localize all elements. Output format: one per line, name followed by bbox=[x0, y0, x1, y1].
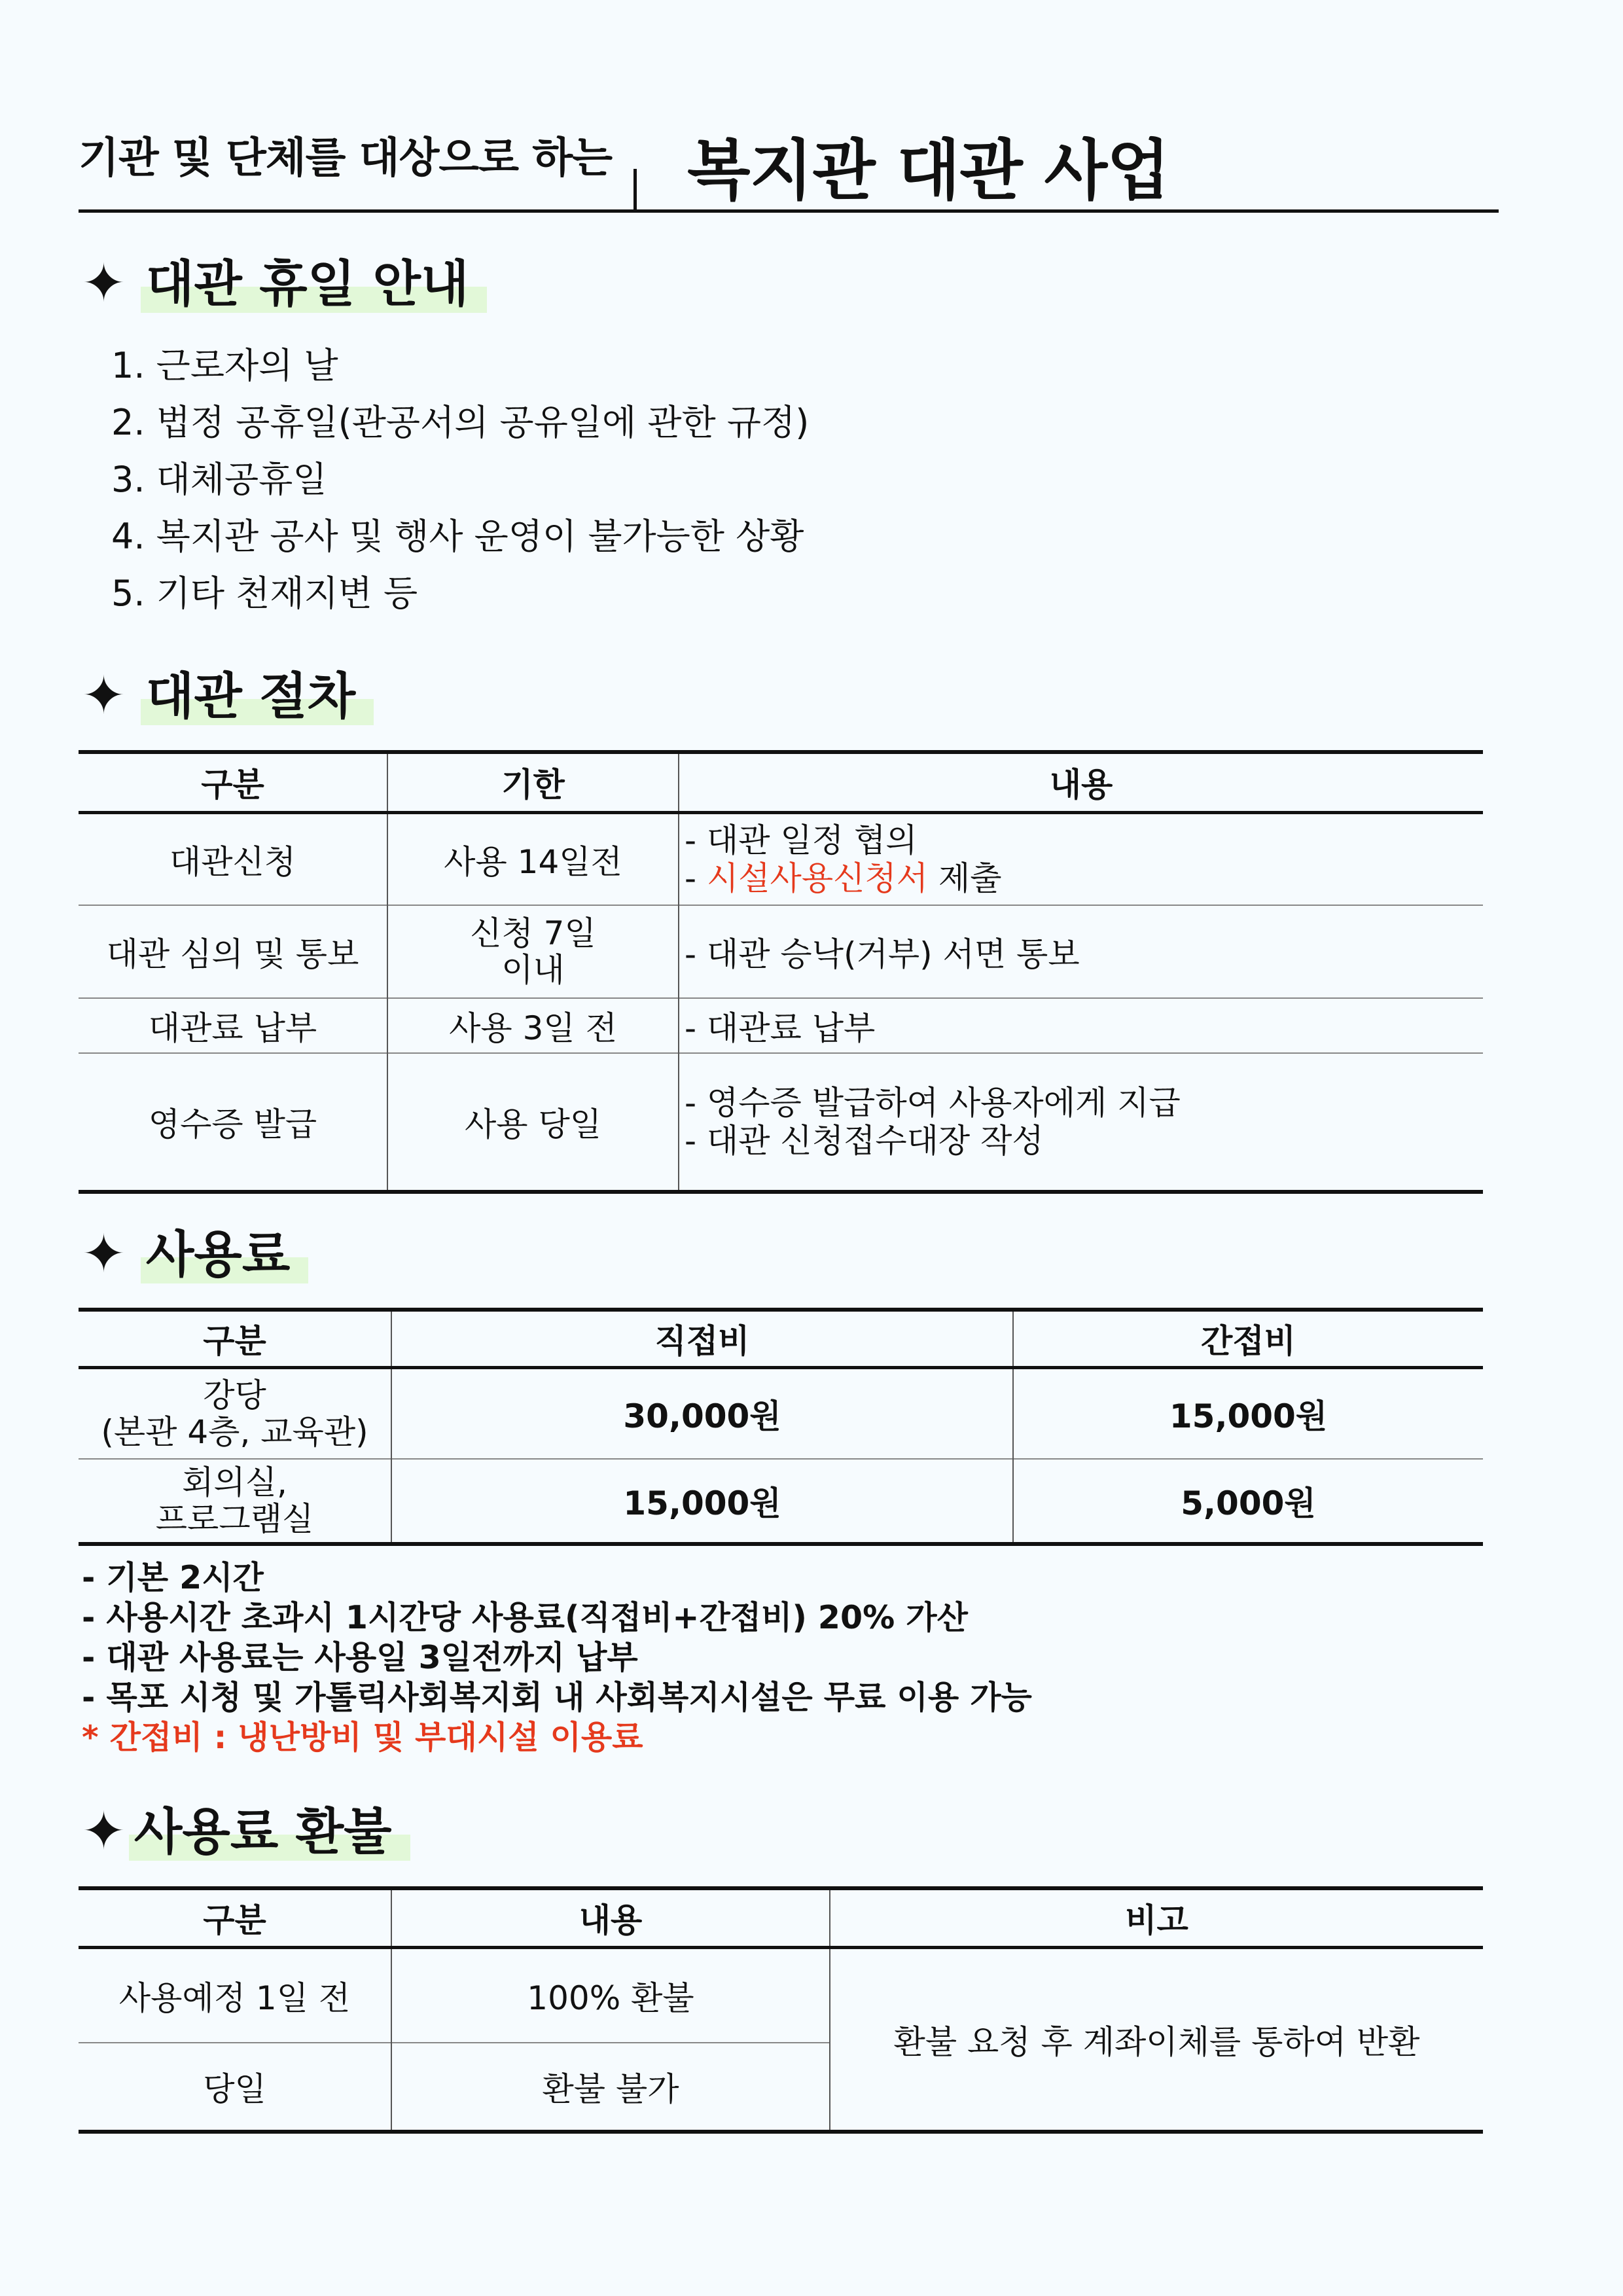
table-cell: 영수증 발급 bbox=[148, 1105, 317, 1143]
list-item: 1. 근로자의 날 bbox=[111, 345, 338, 386]
column-header: 구분 bbox=[203, 1322, 266, 1361]
note-item-highlight: * 간접비 : 냉난방비 및 부대시설 이용료 bbox=[82, 1719, 643, 1756]
table-cell: 15,000원 bbox=[391, 1459, 1013, 1544]
table-row bbox=[79, 998, 1483, 1053]
table-cell: 30,000원 bbox=[391, 1367, 1013, 1459]
table-cell: 사용예정 1일 전 bbox=[118, 1979, 351, 2017]
note-item: - 대관 사용료는 사용일 3일전까지 납부 bbox=[82, 1639, 638, 1676]
holiday-list bbox=[111, 337, 809, 622]
table-cell: - 대관 승낙(거부) 서면 통보 bbox=[679, 905, 1483, 998]
table-cell-remark: 환불 요청 후 계좌이체를 통하여 반환 bbox=[830, 1947, 1483, 2132]
table-cell: 신청 7일 이내 bbox=[387, 905, 679, 998]
table-cell: - 대관료 납부 bbox=[679, 998, 1483, 1053]
table-cell: 5,000원 bbox=[1013, 1459, 1483, 1544]
table-cell: - 영수증 발급하여 사용자에게 지급 - 대관 신청접수대장 작성 bbox=[679, 1053, 1483, 1192]
note-item: - 사용시간 초과시 1시간당 사용료(직접비+간접비) 20% 가산 bbox=[82, 1599, 968, 1636]
column-header: 직접비 bbox=[391, 1310, 1013, 1367]
refund-table bbox=[79, 1886, 1483, 2134]
table-cell: 회의실, 프로그램실 bbox=[155, 1463, 314, 1538]
fee-table bbox=[79, 1308, 1483, 1546]
table-cell: - 대관 일정 협의 - 시설사용신청서 제출 bbox=[679, 812, 1483, 905]
header-rule bbox=[79, 209, 1499, 213]
table-cell: 대관신청 bbox=[169, 842, 296, 881]
section-title-fee: ✦ 사용료 bbox=[82, 1223, 308, 1285]
fee-notes bbox=[82, 1558, 1032, 1757]
table-cell: 당일 bbox=[203, 2070, 266, 2108]
page-title: 복지관 대관 사업 bbox=[687, 132, 1169, 209]
column-header: 기한 bbox=[387, 752, 679, 812]
list-item: 2. 법정 공휴일(관공서의 공유일에 관한 규정) bbox=[111, 402, 810, 443]
column-header: 비고 bbox=[830, 1888, 1483, 1947]
page-subtitle: 기관 및 단체를 대상으로 하는 bbox=[79, 134, 613, 183]
sparkle-icon: ✦ bbox=[82, 1801, 126, 1861]
sparkle-icon: ✦ bbox=[82, 1223, 126, 1284]
header-divider bbox=[633, 169, 637, 209]
column-header: 구분 bbox=[203, 1901, 266, 1940]
table-cell: 사용 3일 전 bbox=[387, 998, 679, 1053]
table-cell: 15,000원 bbox=[1013, 1367, 1483, 1459]
list-item: 3. 대체공휴일 bbox=[111, 459, 327, 500]
section-title-refund: ✦ 사용료 환불 bbox=[82, 1800, 410, 1863]
note-item: - 목포 시청 및 가톨릭사회복지회 내 사회복지시설은 무료 이용 가능 bbox=[82, 1679, 1032, 1716]
section-title-procedure: ✦ 대관 절차 bbox=[82, 664, 374, 727]
note-item: - 기본 2시간 bbox=[82, 1559, 264, 1596]
table-cell: 사용 14일전 bbox=[387, 812, 679, 905]
procedure-table bbox=[79, 750, 1483, 1194]
table-cell: 환불 불가 bbox=[391, 2043, 830, 2132]
table-row bbox=[79, 1947, 1483, 2043]
table-cell: 사용 당일 bbox=[387, 1053, 679, 1192]
table-cell: 100% 환불 bbox=[391, 1947, 830, 2043]
table-row bbox=[79, 905, 1483, 998]
table-row bbox=[79, 1459, 1483, 1544]
highlighted-form-name: 시설사용신청서 bbox=[706, 859, 929, 897]
table-cell: 대관 심의 및 통보 bbox=[106, 935, 359, 973]
table-cell: 강당 (본관 4층, 교육관) bbox=[101, 1376, 368, 1451]
column-header: 간접비 bbox=[1013, 1310, 1483, 1367]
table-row bbox=[79, 1367, 1483, 1459]
list-item: 4. 복지관 공사 및 행사 운영이 불가능한 상황 bbox=[111, 516, 804, 557]
column-header: 구분 bbox=[201, 766, 264, 804]
sparkle-icon: ✦ bbox=[82, 253, 126, 314]
list-item: 5. 기타 천재지변 등 bbox=[111, 573, 418, 614]
section-title-holiday: ✦ 대관 휴일 안내 bbox=[82, 252, 487, 315]
table-row bbox=[79, 812, 1483, 905]
column-header: 내용 bbox=[391, 1888, 830, 1947]
sparkle-icon: ✦ bbox=[82, 665, 126, 726]
column-header: 내용 bbox=[679, 752, 1483, 812]
table-row bbox=[79, 1053, 1483, 1192]
table-cell: 대관료 납부 bbox=[148, 1009, 317, 1047]
